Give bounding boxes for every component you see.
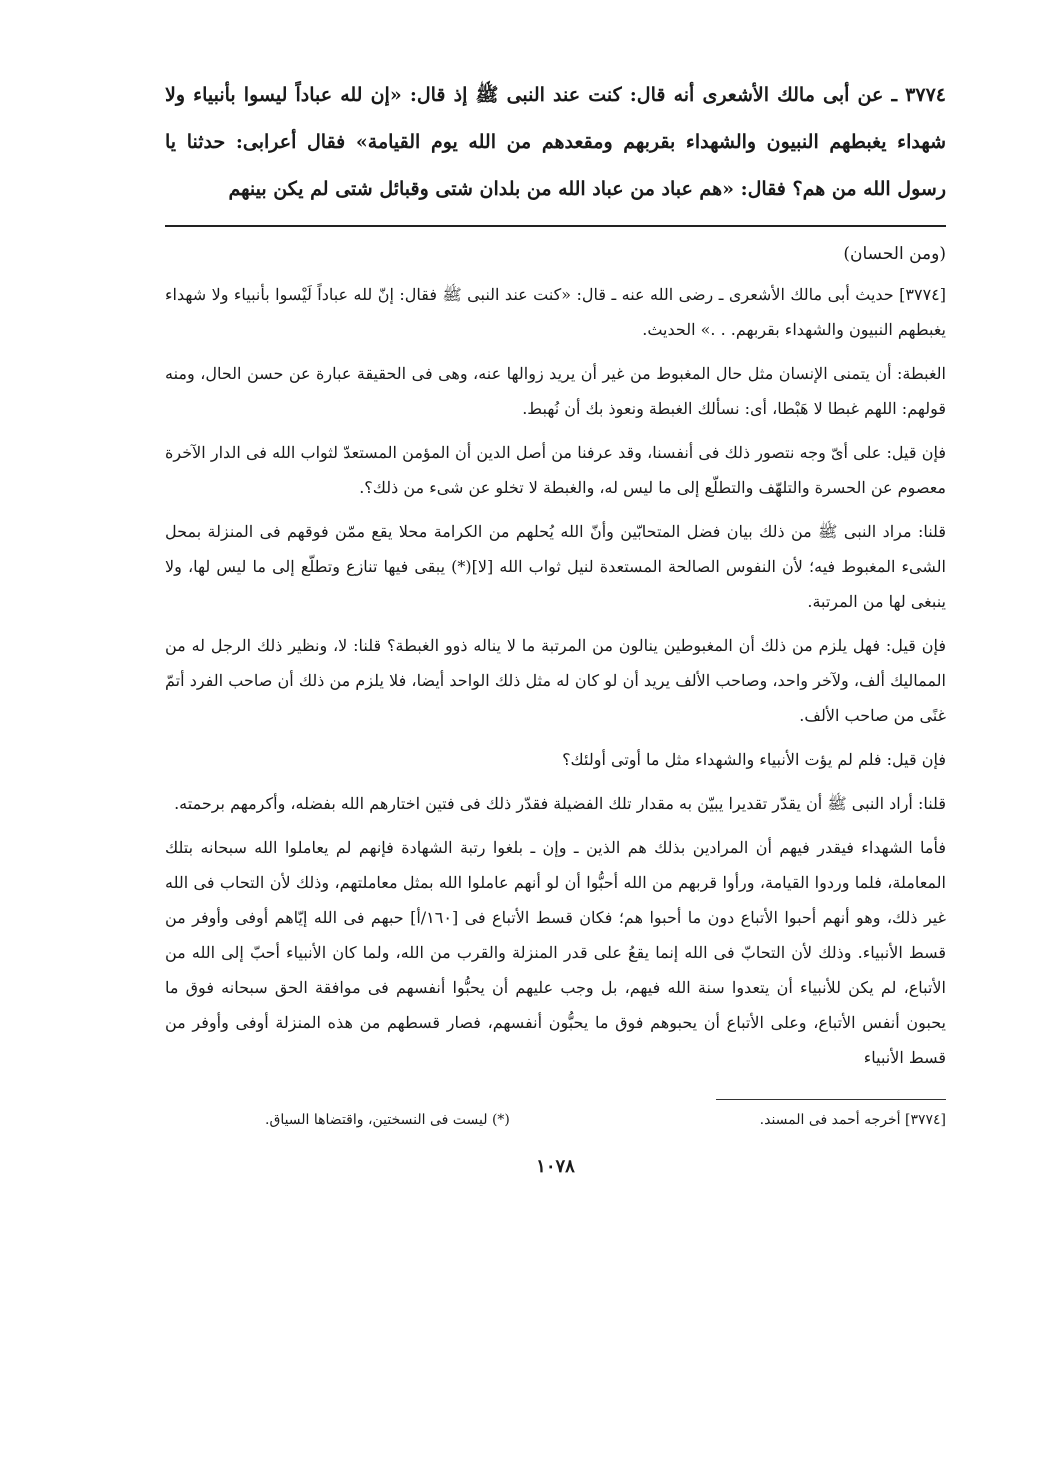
footnote-divider — [716, 1099, 946, 1100]
hadith-number: ٣٧٧٤ ـ — [891, 84, 946, 106]
commentary — [165, 277, 946, 1075]
main-divider — [165, 225, 946, 227]
commentary-paragraph: فإن قيل: فهل يلزم من ذلك أن المغبوطين ينالون من المرتبة ما لا يناله ذوو الغبطة؟ قلنا: لا، ونظير ذلك الرجل له من المماليك ألف، ولآخر واحد، وصاحب الألف يريد أن لو كان له مثل ذلك الواحد أيضا، فلا يلزم من ذلك أن صاحب الفرد أتمّ غنًى من صاحب الألف. — [165, 636, 946, 725]
commentary-paragraph: [٣٧٧٤] حديث أبى مالك الأشعرى ـ رضى الله عنه ـ قال: «كنت عند النبى ﷺ فقال: إنّ لله عباداً لَيْسوا بأنبياء ولا شهداء يغبطهم النبيون والشهداء بقربهم. . .» الحديث. — [165, 285, 946, 339]
page-number: ١٠٧٨ — [536, 1156, 575, 1177]
commentary-paragraph: فإن قيل: فلم لم يؤت الأنبياء والشهداء مثل ما أوتى أولئك؟ — [562, 750, 946, 769]
hadith-text: عن أبى مالك الأشعرى أنه قال: كنت عند النبى ﷺ إذ قال: «إن لله عباداً ليسوا بأنبياء ولا شهداء يغبطهم النبيون والشهداء بقربهم ومقعدهم من الله يوم القيامة» فقال أعرابى: حدثنا يا رسول الله من هم؟ فقال: «هم عباد من عباد الله من بلدان شتى وقبائل شتى لم يكن بينهم — [165, 84, 946, 200]
commentary-paragraph: قلنا: أراد النبى ﷺ أن يقدّر تقديرا يبيّن به مقدار تلك الفضيلة فقدّر ذلك فى فتين اختارهم الله بفضله، وأكرمهم برحمته. — [174, 794, 946, 813]
footnote-note: (*) ليست فى النسختين، واقتضاها السياق. — [265, 1112, 510, 1128]
hadith-text-block — [165, 72, 946, 213]
commentary-paragraph: فإن قيل: على أىّ وجه نتصور ذلك فى أنفسنا، وقد عرفنا من أصل الدين أن المؤمن المستعدّ لثواب الله فى الدار الآخرة معصوم عن الحسرة والتلهّف والتطلّع إلى ما ليس له، والغبطة لا تخلو عن شىء من ذلك؟. — [165, 443, 946, 497]
commentary-paragraph: فأما الشهداء فيقدر فيهم أن المرادين بذلك هم الذين ـ وإن ـ بلغوا رتبة الشهادة فإنهم لم يعاملوا الله سبحانه بتلك المعاملة، فلما وردوا القيامة، ورأوا قربهم من الله أحبُّوا أن لو أنهم عاملوا الله بمثل معاملتهم، وذلك لأن التحاب فى الله غير ذلك، وهو أنهم أحبوا الأتباع دون ما أحبوا هم؛ فكان قسط الأتباع فى [١٦٠/أ] حبهم فى الله إيّاهم أوفى وأوفر من قسط الأنبياء. وذلك لأن التحابّ فى الله إنما يقعُ على قدر المنزلة والقرب من الله، ولما كان الأنبياء أحبّ إلى الله من الأتباع، لم يكن للأنبياء أن يتعدوا سنة الله فيهم، بل وجب عليهم أن يحبُّوا أنفسهم فى موافقة الحق سبحانه فوق ما يحبون أنفس الأتباع، وعلى الأتباع أن يحبوهم فوق ما يحبُّون أنفسهم، فصار قسطهم من هذه المنزلة أوفى وأوفر من قسط الأنبياء — [165, 838, 947, 1067]
commentary-paragraph: قلنا: مراد النبى ﷺ من ذلك بيان فضل المتحابّين وأنّ الله يُحلهم من الكرامة محلا يقع ممّن فوقهم فى المنزلة بمحل الشىء المغبوط فيه؛ لأن النفوس الصالحة المستعدة لنيل ثواب الله [لا](*) يبقى فيها تنازع وتطلّع إلى ما ليس لها، ولا ينبغى لها من المرتبة. — [165, 522, 946, 611]
footnotes — [165, 1108, 946, 1132]
footnote-source: [٣٧٧٤] أخرجه أحمد فى المسند. — [759, 1112, 946, 1128]
commentary-paragraph: الغبطة: أن يتمنى الإنسان مثل حال المغبوط من غير أن يريد زوالها عنه، وهى فى الحقيقة عبارة عن حسن الحال، ومنه قولهم: اللهم غبطا لا هَبْطا، أى: نسألك الغبطة ونعوذ بك أن نُهبط. — [165, 364, 946, 418]
section-heading: (ومن الحسان) — [843, 244, 946, 264]
page-content — [165, 72, 946, 1177]
